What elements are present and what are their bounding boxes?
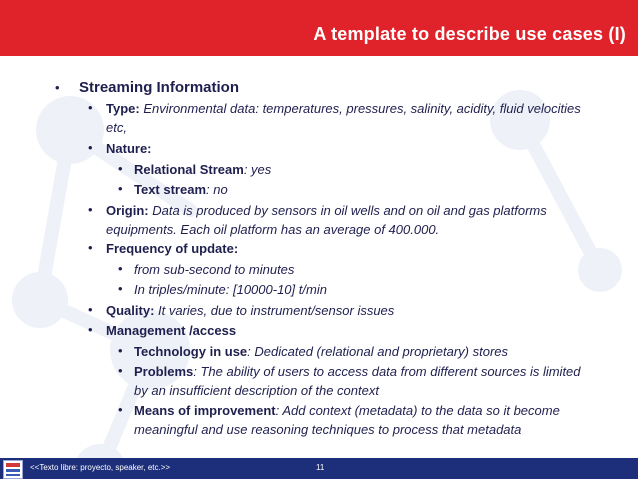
streaming-information-heading [79, 78, 239, 97]
item-value: : Dedicated (relational and proprietary) stores [247, 344, 509, 359]
item-label: Problems [134, 364, 194, 379]
bullet-marker: • [88, 202, 93, 217]
item-label: Technology in use [134, 344, 248, 359]
bullet-marker: • [118, 402, 123, 417]
item-label: Text stream [134, 182, 207, 197]
slide-title: A template to describe use cases (I) [313, 24, 626, 44]
management-item [106, 321, 236, 340]
item-value: : yes [243, 162, 272, 177]
frequency-item [106, 239, 238, 258]
item-value: : no [206, 182, 228, 197]
bullet-marker: • [88, 302, 93, 317]
bullet-marker: • [88, 322, 93, 337]
bullet-marker: • [118, 181, 123, 196]
frequency-subitem [134, 260, 294, 279]
bullet-marker: • [118, 363, 123, 378]
bullet-marker: • [88, 100, 93, 115]
item-value: Environmental data: temperatures, pressures, salinity, acidity, fluid velocities etc, [106, 101, 581, 135]
item-value: : Add context (metadata) to the data so it become meaningful and use reasoning techniques to process that metadata [134, 403, 560, 437]
item-value: : The ability of users to access data from different sources is limited by an insufficient description of the context [134, 364, 581, 398]
footer-bar [0, 458, 638, 479]
frequency-subitem [134, 280, 327, 299]
bullet-marker: • [118, 261, 123, 276]
bullet-marker: • [55, 80, 60, 95]
item-label: Relational Stream [134, 162, 244, 177]
text-stream-item [134, 180, 228, 199]
page-number: 11 [316, 463, 325, 472]
item-value: from sub-second to minutes [134, 262, 295, 277]
means-of-improvement-item [134, 401, 564, 439]
bullet-marker: • [88, 240, 93, 255]
bullet-marker: • [118, 343, 123, 358]
item-value: Data is produced by sensors in oil wells and on oil and gas platforms equipments. Each oil platform has an average of 400.000. [106, 203, 547, 237]
relational-stream-item [134, 160, 271, 179]
item-label: Management /access [106, 323, 237, 338]
bullet-marker: • [118, 161, 123, 176]
item-label: Frequency of update: [106, 241, 239, 256]
bullet-marker: • [88, 140, 93, 155]
item-value: In triples/minute: [10000-10] t/min [134, 282, 327, 297]
type-item [106, 99, 586, 137]
item-label: Streaming Information [79, 79, 240, 96]
item-value: It varies, due to instrument/sensor issues [154, 303, 395, 318]
technology-item [134, 342, 594, 361]
item-label: Type: [106, 101, 140, 116]
item-label: Means of improvement [134, 403, 276, 418]
item-label: Quality: [106, 303, 155, 318]
quality-item [106, 301, 394, 320]
item-label: Nature: [106, 141, 152, 156]
organization-logo [3, 460, 23, 479]
item-label: Origin: [106, 203, 149, 218]
bullet-marker: • [118, 281, 123, 296]
nature-item [106, 139, 152, 158]
origin-item [106, 201, 576, 239]
footer-text: <<Texto libre: proyecto, speaker, etc.>> [30, 463, 171, 472]
problems-item [134, 362, 584, 400]
